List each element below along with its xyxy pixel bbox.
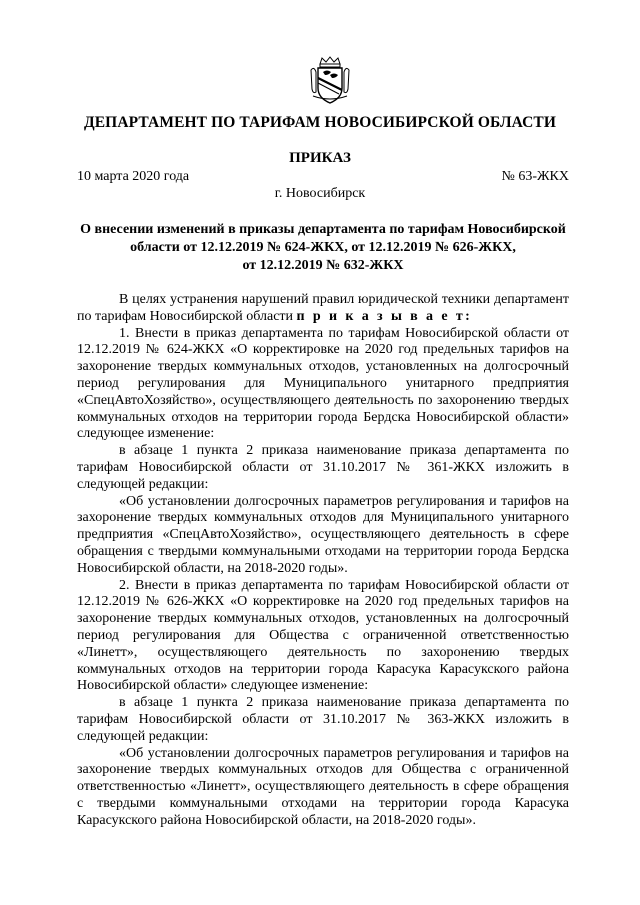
- preamble-paragraph: [77, 292, 569, 326]
- preamble-text: В целях устранения нарушений правил юридической техники департамент по тарифам Новосибирской области: [77, 292, 569, 324]
- heading-line-2: области от 12.12.2019 № 624-ЖКХ, от 12.12.2019 № 626-ЖКХ,: [130, 240, 516, 255]
- item-1-sub-paragraph: в абзаце 1 пункта 2 приказа наименование приказа департамента по тарифам Новосибирской области от 31.10.2017 № 361-ЖКХ изложить в следующей редакции:: [77, 443, 569, 492]
- novosibirsk-coat-of-arms-icon: [310, 56, 350, 106]
- item-2-sub-paragraph: в абзаце 1 пункта 2 приказа наименование приказа департамента по тарифам Новосибирской области от 31.10.2017 № 363-ЖКХ изложить в следующей редакции:: [77, 695, 569, 744]
- order-body: [77, 292, 569, 830]
- preamble-verb: п р и к а з ы в а е т:: [296, 308, 473, 324]
- item-1-quote-paragraph: «Об установлении долгосрочных параметров регулирования и тарифов на захоронение твердых коммунальных отходов для Муниципального унитарного предприятия «СпецАвтоХозяйство», осуществляющего деятельность в сфере обращения с твердыми коммунальными отходами на территории города Бердска Новосибирской области, на 2018-2020 годы».: [77, 493, 569, 576]
- item-1-paragraph: 1. Внести в приказ департамента по тарифам Новосибирской области от 12.12.2019 № 624-ЖКХ «О корректировке на 2020 год предельных тарифов на захоронение твердых коммунальных отходов, установленных на долгосрочный период регулирования для Муниципального унитарного предприятия «СпецАвтоХозяйство», осуществляющего деятельность по захоронению твердых коммунальных отходов на территории города Бердска Новосибирской области» следующее изменение:: [77, 325, 569, 442]
- department-name: ДЕПАРТАМЕНТ ПО ТАРИФАМ НОВОСИБИРСКОЙ ОБЛАСТИ: [83, 114, 557, 131]
- document-type: ПРИКАЗ: [289, 150, 351, 166]
- order-city: г. Новосибирск: [274, 186, 366, 201]
- heading-line-3: от 12.12.2019 № 632-ЖКХ: [242, 258, 404, 273]
- order-heading: [77, 221, 569, 275]
- order-number: № 63-ЖКХ: [501, 169, 569, 184]
- order-date: 10 марта 2020 года: [77, 169, 190, 184]
- item-2-quote-paragraph: «Об установлении долгосрочных параметров регулирования и тарифов на захоронение твердых коммунальных отходов для Общества с ограниченной ответственностью «Линетт», осуществляющего деятельность в сфере обращения с твердыми коммунальными отходами на территории города Карасука Карасукского района Новосибирской области, на 2018-2020 годы».: [77, 745, 569, 828]
- heading-line-1: О внесении изменений в приказы департамента по тарифам Новосибирской: [80, 222, 566, 237]
- item-2-paragraph: 2. Внести в приказ департамента по тарифам Новосибирской области от 12.12.2019 № 626-ЖКХ «О корректировке на 2020 год предельных тарифов на захоронение твердых коммунальных отходов, установленных на долгосрочный период регулирования для Общества с ограниченной ответственностью «Линетт», осуществляющего деятельность по захоронению твердых коммунальных отходов на территории города Карасука Карасукского района Новосибирской области» следующее изменение:: [77, 577, 569, 694]
